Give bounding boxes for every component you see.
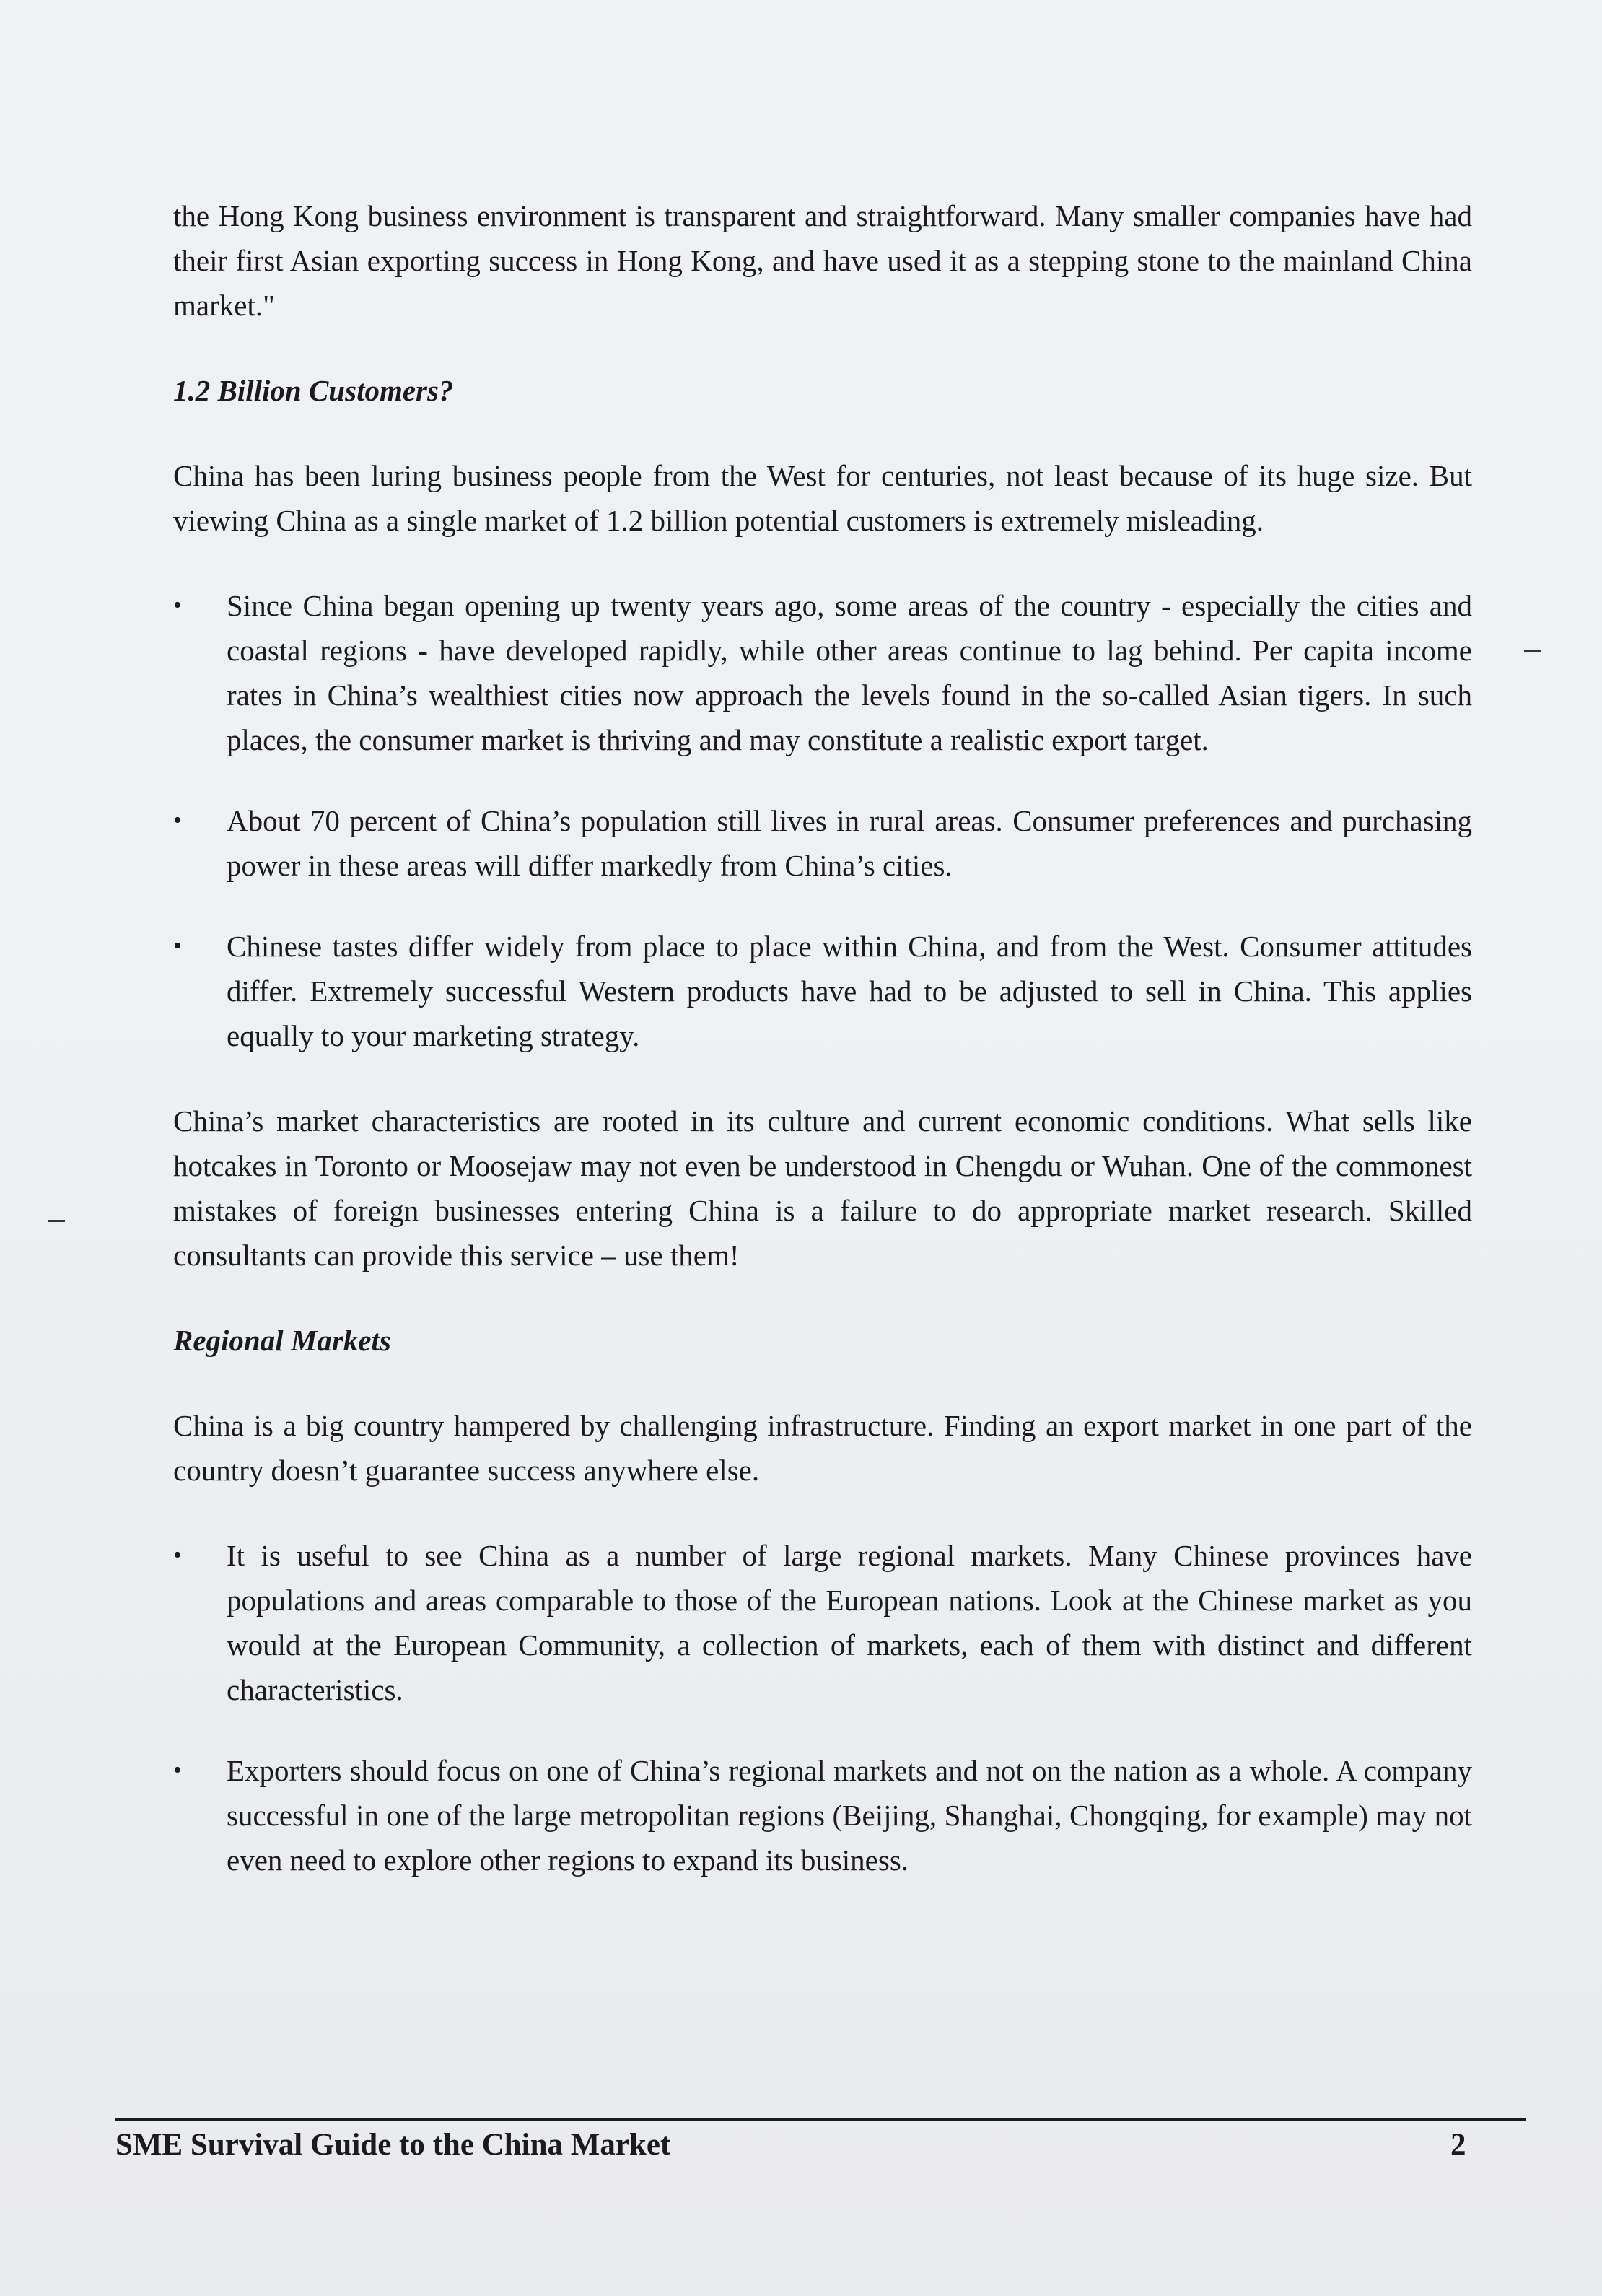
page-content [173,193,1472,1882]
bullet-list-regional-markets [173,1533,1472,1882]
margin-tick-mark [48,1220,65,1222]
section-heading-regional-markets: Regional Markets [173,1324,391,1357]
bullet-item [173,1748,1472,1882]
paragraph-luring-business: China has been luring business people from the West for centuries, not least because of its huge size. But viewing China as a single market of 1.2 billion potential customers is extremely misleading. [173,459,1472,537]
bullet-list-market-facts [173,583,1472,1058]
bullet-item [173,798,1472,888]
bullet-text: Chinese tastes differ widely from place to place within China, and from the West. Consumer attitudes differ. Extremely successful Western products have had to be adjusted to sell in China. This applies equally to your marketing strategy. [227,930,1472,1052]
footer-divider [115,2118,1526,2121]
bullet-icon: • [173,592,182,619]
paragraph-market-characteristics: China’s market characteristics are rooted in its culture and current economic conditions. What sells like hotcakes in Toronto or Moosejaw may not even be understood in Chengdu or Wuhan. One of the commonest mistakes of foreign businesses entering China is a failure to do appropriate market research. Skilled consultants can provide this service – use them! [173,1104,1472,1272]
page-number: 2 [1450,2128,1466,2162]
bullet-item [173,924,1472,1058]
footer-title: SME Survival Guide to the China Market [115,2128,671,2162]
bullet-icon: • [173,1542,182,1568]
bullet-item [173,583,1472,762]
bullet-icon: • [173,807,182,834]
paragraph-intro-continuation: the Hong Kong business environment is transparent and straightforward. Many smaller companies have had their first Asian exporting success in Hong Kong, and have used it as a stepping stone to the mainland China market." [173,199,1472,322]
bullet-text: Since China began opening up twenty years ago, some areas of the country - especially the cities and coastal regions - have developed rapidly, while other areas continue to lag behind. Per capita income rates in China’s wealthiest cities now approach the levels found in the so-called Asian tigers. In such places, the consumer market is thriving and may constitute a realistic export target. [227,589,1472,756]
bullet-icon: • [173,933,182,959]
section-heading-billion-customers: 1.2 Billion Customers? [173,374,454,407]
bullet-text: It is useful to see China as a number of large regional markets. Many Chinese provinces have populations and areas comparable to those of the European nations. Look at the Chinese market as you would at the European Community, a collection of markets, each of them with distinct and different characteristics. [227,1539,1472,1706]
bullet-item [173,1533,1472,1712]
bullet-text: Exporters should focus on one of China’s regional markets and not on the nation as a whole. A company successful in one of the large metropolitan regions (Beijing, Shanghai, Chongqing, for example) may not even need to explore other regions to expand its business. [227,1754,1472,1877]
margin-tick-mark [1524,650,1541,652]
bullet-icon: • [173,1757,182,1784]
bullet-text: About 70 percent of China’s population still lives in rural areas. Consumer preferences and purchasing power in these areas will differ markedly from China’s cities. [227,804,1472,882]
paragraph-big-country: China is a big country hampered by challenging infrastructure. Finding an export market in one part of the country doesn’t guarantee success anywhere else. [173,1409,1472,1487]
